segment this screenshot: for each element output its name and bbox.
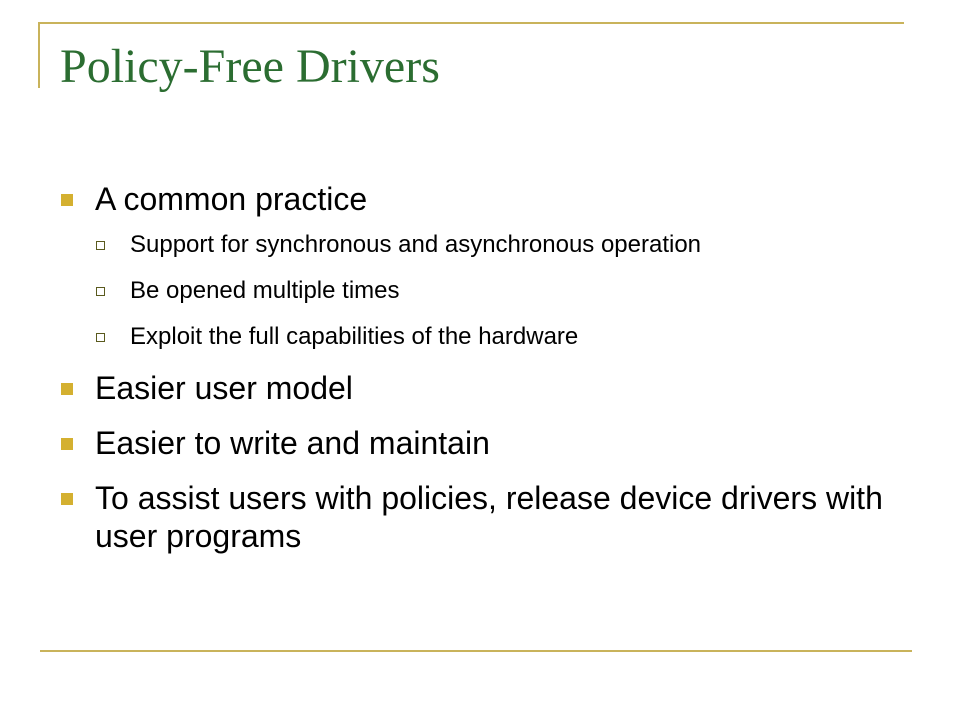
slide-title: Policy-Free Drivers bbox=[60, 40, 440, 93]
filled-square-bullet-icon bbox=[61, 438, 73, 450]
bullet-item bbox=[60, 479, 920, 555]
hollow-square-bullet-icon bbox=[96, 333, 105, 342]
sub-bullet-item bbox=[95, 276, 920, 306]
left-border-line bbox=[38, 22, 40, 88]
filled-square-bullet-icon bbox=[61, 383, 73, 395]
filled-square-bullet-icon bbox=[61, 493, 73, 505]
bullet-item bbox=[60, 424, 920, 462]
top-border-line bbox=[38, 22, 904, 24]
bullet-text: To assist users with policies, release device drivers with user programs bbox=[95, 480, 883, 554]
sub-bullet-text: Exploit the full capabilities of the hardware bbox=[130, 323, 579, 350]
hollow-square-bullet-icon bbox=[96, 287, 105, 296]
sub-bullet-item bbox=[95, 230, 920, 260]
bullet-list bbox=[60, 180, 920, 555]
bullet-text: Easier to write and maintain bbox=[95, 425, 490, 461]
filled-square-bullet-icon bbox=[61, 194, 73, 206]
bottom-border-line bbox=[40, 650, 912, 652]
bullet-text: A common practice bbox=[95, 181, 368, 217]
sub-bullet-text: Support for synchronous and asynchronous operation bbox=[130, 231, 702, 258]
bullet-item bbox=[60, 180, 920, 352]
bullet-text: Easier user model bbox=[95, 370, 353, 406]
sub-bullet-list bbox=[95, 230, 920, 352]
bullet-item bbox=[60, 369, 920, 407]
sub-bullet-item bbox=[95, 322, 920, 352]
hollow-square-bullet-icon bbox=[96, 241, 105, 250]
sub-bullet-text: Be opened multiple times bbox=[130, 277, 400, 304]
